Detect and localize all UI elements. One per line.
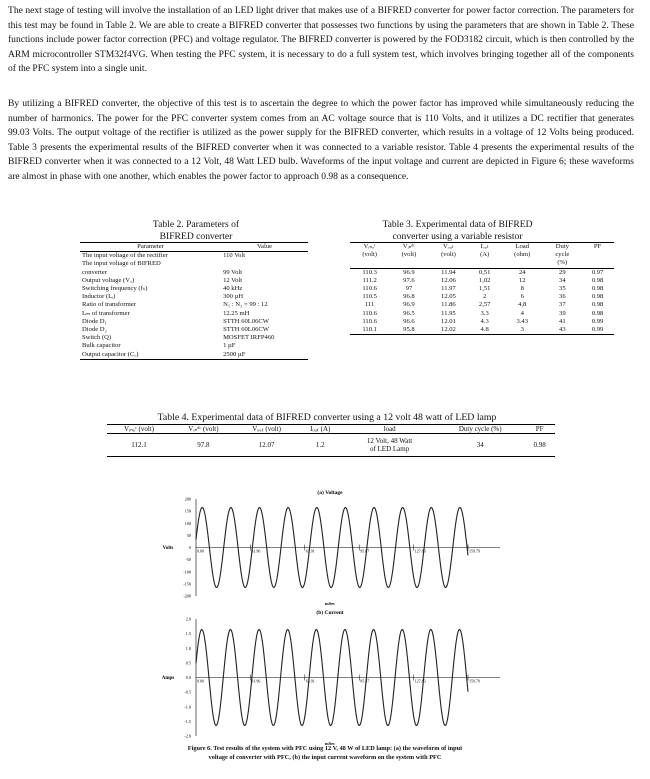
current-chart-xtick: 31.96 <box>251 678 261 684</box>
table-cell: 110 Volt <box>223 252 246 260</box>
table-3-header: PF <box>593 243 602 250</box>
current-chart-ytick: 1.0 <box>185 645 191 651</box>
voltage-chart-ytick: 50 <box>186 532 191 538</box>
table-3-header: Vₒᵤₜ (volt) <box>441 243 456 259</box>
table-cell: 12.02 <box>441 326 456 334</box>
voltage-chart-ytick: -150 <box>183 581 191 587</box>
table-cell: 4 <box>520 309 524 317</box>
table-cell: 11.86 <box>441 301 456 309</box>
voltage-chart-ytick: -200 <box>183 593 191 599</box>
table-cell: 97 <box>405 285 413 293</box>
table-cell: 12.05 <box>441 293 456 301</box>
table-4-header: Vᵢₙₐᶜ (volt) <box>124 424 155 433</box>
table-cell: 96.6 <box>403 317 415 325</box>
table-cell: The input voltage of BIFRED <box>82 260 161 268</box>
table-3-caption-line1: Table 3. Experimental data of BIFRED <box>382 219 533 230</box>
table-cell: 0.99 <box>591 317 604 325</box>
table-cell: 112.1 <box>131 440 147 449</box>
table-cell: 35 <box>559 285 566 293</box>
table-cell: 12 <box>518 276 526 284</box>
table-4-header: Duty cycle (%) <box>458 424 502 433</box>
table-4-header: Vᵢₙᵈᶜ (volt) <box>188 424 219 433</box>
voltage-chart-ytick: -100 <box>183 569 191 575</box>
voltage-chart-ylabel: Volts <box>162 546 174 551</box>
table-cell: 11.94 <box>441 268 456 276</box>
table-4-caption: Table 4. Experimental data of BIFRED converter using a 12 volt 48 watt of LED lamp <box>157 412 497 423</box>
table-cell: Diode D₁ <box>82 317 107 325</box>
table-cell: Bulk capacitor <box>82 342 121 350</box>
table-cell: 12.07 <box>258 440 275 449</box>
table-4-header: Iₒᵤₜ (A) <box>310 424 331 433</box>
table-cell: 0.99 <box>591 326 604 334</box>
table-cell: STTH 60L06CW <box>223 317 270 325</box>
table-3-header: Load (ohm) <box>514 243 531 259</box>
table-cell: 0.98 <box>591 276 604 284</box>
current-chart-ytick: -2.0 <box>184 733 191 739</box>
table-cell: 34 <box>559 276 566 284</box>
table-cell: 110.1 <box>362 326 377 334</box>
table-cell: 300 µH <box>223 293 244 301</box>
table-cell: 37 <box>559 301 566 309</box>
table-cell: 11.95 <box>441 309 456 317</box>
voltage-chart-xtick: 0.00 <box>197 548 204 554</box>
table-cell: 97.8 <box>197 440 210 449</box>
voltage-chart-ytick: 150 <box>184 508 191 514</box>
table-cell: 1 µF <box>223 342 236 350</box>
table-cell: Lₘ of transformer <box>82 309 130 317</box>
table-cell: 12.06 <box>441 276 456 284</box>
table-cell: 0.97 <box>591 268 604 276</box>
voltage-chart-xtick: 31.96 <box>251 548 261 554</box>
table-cell: 43 <box>559 326 566 334</box>
table-cell: 111.2 <box>362 276 377 284</box>
table-cell: 110.6 <box>362 309 377 317</box>
current-chart-ytick: -1.0 <box>184 704 191 710</box>
table-cell: 1,51 <box>478 285 491 293</box>
table-cell: STTH 60L06CW <box>223 326 270 334</box>
table-cell: 0,51 <box>478 268 491 276</box>
table-cell: 3 <box>520 326 524 334</box>
current-chart-title: (b) Current <box>316 610 344 616</box>
paragraph-2: By utilizing a BIFRED converter, the objective of this test is to ascertain the degree to which the power factor has improved while simultaneously reducing the number of harmonics. The power for the PFC converter system comes from an AC voltage source that is 110 Volts, and it utilizes a DC rectifier that generates 99.03 Volts. The output voltage of the rectifier is utilized as the power supply for the BIFRED converter, which results in a voltage of 12 Volts being produced. Table 3 presents the experimental results of the BIFRED converter when it was connected to a variable resistor. Table 4 presents the experimental results of the BIFRED converter when it was connected to a 12 Volt, 48 Watt LED bulb. Waveforms of the input voltage and current are depicted in Figure 6; these waveforms are almost in phase with one another, which enables the power factor to approach 0.98 as a consequence. <box>8 98 634 182</box>
current-chart-ytick: 1.5 <box>185 631 191 637</box>
table-cell: 0.98 <box>591 285 604 293</box>
table-cell: 2 <box>483 293 487 301</box>
current-chart-ytick: 0.5 <box>185 660 191 666</box>
table-3-caption-line2: converter using a variable resistor <box>392 230 523 242</box>
table-cell: Output capacitor (Cₒ) <box>82 350 139 358</box>
table-cell: 12.25 mH <box>223 309 250 317</box>
table-cell: Diode D₂ <box>82 326 107 334</box>
voltage-chart-ytick: -50 <box>185 557 191 563</box>
table-cell: 12 Volt, 48 Watt of LED Lamp <box>366 436 413 453</box>
table-cell: 95.8 <box>403 326 415 334</box>
table-2-caption-line1: Table 2. Parameters of <box>152 219 240 230</box>
table-4-header: Vₒᵤₜ (volt) <box>252 424 281 433</box>
table-cell: 11.97 <box>441 285 456 293</box>
current-chart-xtick: 159.79 <box>469 678 480 684</box>
table-cell: 0.98 <box>591 309 604 317</box>
voltage-chart-xlabel: mSec <box>324 601 336 606</box>
table-cell: 110.6 <box>362 317 377 325</box>
table-cell: 6 <box>520 293 524 301</box>
table-cell: 111 <box>364 301 375 309</box>
current-chart-ytick: -0.5 <box>184 689 191 695</box>
voltage-chart-ytick: 100 <box>184 520 191 526</box>
current-chart-ytick: 2.0 <box>185 616 191 622</box>
current-chart-xtick: 127.83 <box>414 678 426 684</box>
table-cell: 1,02 <box>478 276 491 284</box>
table-cell: 41 <box>559 317 566 325</box>
voltage-chart-title: (a) Voltage <box>317 490 343 496</box>
table-cell: 4,8 <box>518 301 527 309</box>
voltage-chart-xtick: 127.83 <box>414 548 426 554</box>
table-3-header: Iₒᵤₜ (A) <box>480 243 490 259</box>
table-cell: Ratio of transformer <box>82 301 136 309</box>
table-cell: 8 <box>520 285 524 293</box>
table-cell: 110.3 <box>362 268 377 276</box>
table-cell: 0.98 <box>591 301 604 309</box>
table-4-header: load <box>383 424 396 433</box>
table-cell: 96.9 <box>403 301 415 309</box>
table-cell: 29 <box>559 268 566 276</box>
table-cell: 3.3 <box>480 309 489 317</box>
table-cell: 3.43 <box>516 317 529 325</box>
table-cell: 110.6 <box>362 285 377 293</box>
table-cell: Switch (Q) <box>82 334 112 342</box>
table-cell: 96.9 <box>403 268 415 276</box>
table-cell: 34 <box>476 440 484 449</box>
current-chart-ytick: 0.0 <box>185 675 191 680</box>
figure-6-caption-line2: voltage of converter with PFC, (b) the input current waveform on the system with PFC <box>208 754 442 761</box>
voltage-chart-xtick: 63.91 <box>305 548 315 554</box>
voltage-chart-ytick: 200 <box>184 496 191 502</box>
table-cell: 99 Volt <box>223 268 243 276</box>
table-cell: 0.98 <box>533 440 546 449</box>
paragraph-1: The next stage of testing will involve the installation of an LED light driver that makes use of a BIFRED converter for power factor correction. The parameters for this test may be found in Table 2. We are able to create a BIFRED converter that possesses two functions by using the parameters that are shown in Table 2. These functions include power factor correction (PFC) and voltage regulator. The BIFRED converter is powered by the FOD3182 circuit, which is then controlled by the ARM microcontroller STM32f4VG. When testing the PFC system, it is necessary to do a full system test, which involves bringing together all of the components of the PFC system into a single unit. <box>8 5 634 74</box>
table-cell: 24 <box>518 268 526 276</box>
table-cell: 36 <box>559 293 566 301</box>
current-chart-xlabel: mSec <box>324 741 336 746</box>
voltage-chart-ytick: 0 <box>188 545 191 550</box>
current-chart-xtick: 95.87 <box>360 678 370 684</box>
table-cell: 1.2 <box>315 440 325 449</box>
table-3-header: Vᵢₙᵈᶜ (volt) <box>401 243 417 259</box>
voltage-chart-xtick: 95.87 <box>360 548 370 554</box>
table-cell: MOSFET IRFP460 <box>223 334 275 342</box>
voltage-chart-xtick: 159.79 <box>469 548 480 554</box>
figure-6-caption <box>110 744 540 762</box>
table-2-header-parameter: Parameter <box>137 243 164 250</box>
table-cell: 4.8 <box>480 326 489 334</box>
table-cell: 0.98 <box>591 293 604 301</box>
table-cell: 2500 µF <box>223 350 246 358</box>
table-cell: Switching frequency (fₛ) <box>82 285 148 293</box>
table-cell: 12.01 <box>441 317 456 325</box>
figure-6-caption-line1: Figure 6. Test results of the system with PFC using 12 V, 48 W of LED lamp: (a) the waveform of input <box>187 745 463 752</box>
table-cell: N₁ : N₂ = 99 : 12 <box>223 301 268 309</box>
table-cell: 2,57 <box>478 301 491 309</box>
table-cell: The input voltage of the rectifier <box>82 252 168 260</box>
table-2-caption-line2: BIFRED converter <box>159 230 233 242</box>
table-cell: converter <box>82 268 107 276</box>
table-cell: 39 <box>559 309 566 317</box>
current-chart-xtick: 63.91 <box>305 678 315 684</box>
current-chart-xtick: 0.00 <box>197 678 204 684</box>
table-4-header: PF <box>535 424 544 433</box>
table-cell: Inductor (Lᵢ) <box>82 293 116 301</box>
table-cell: 40 kHz <box>223 285 243 293</box>
table-cell: 110.5 <box>362 293 377 301</box>
table-cell: 96.5 <box>403 309 415 317</box>
current-chart-ylabel: Amps <box>161 676 175 681</box>
table-cell: 4.3 <box>480 317 489 325</box>
table-cell: Output voltage (Vₒ) <box>82 276 135 284</box>
table-cell: 97.6 <box>403 276 415 284</box>
table-cell: 96.8 <box>403 293 415 301</box>
table-2-header-value: Value <box>257 243 273 250</box>
current-chart-ytick: -1.5 <box>184 718 191 724</box>
table-3-header: Vᵢₙₐᶜ (volt) <box>362 243 377 259</box>
table-3-header: Duty cycle (%) <box>555 243 570 267</box>
table-cell: 12 Volt <box>223 276 243 284</box>
